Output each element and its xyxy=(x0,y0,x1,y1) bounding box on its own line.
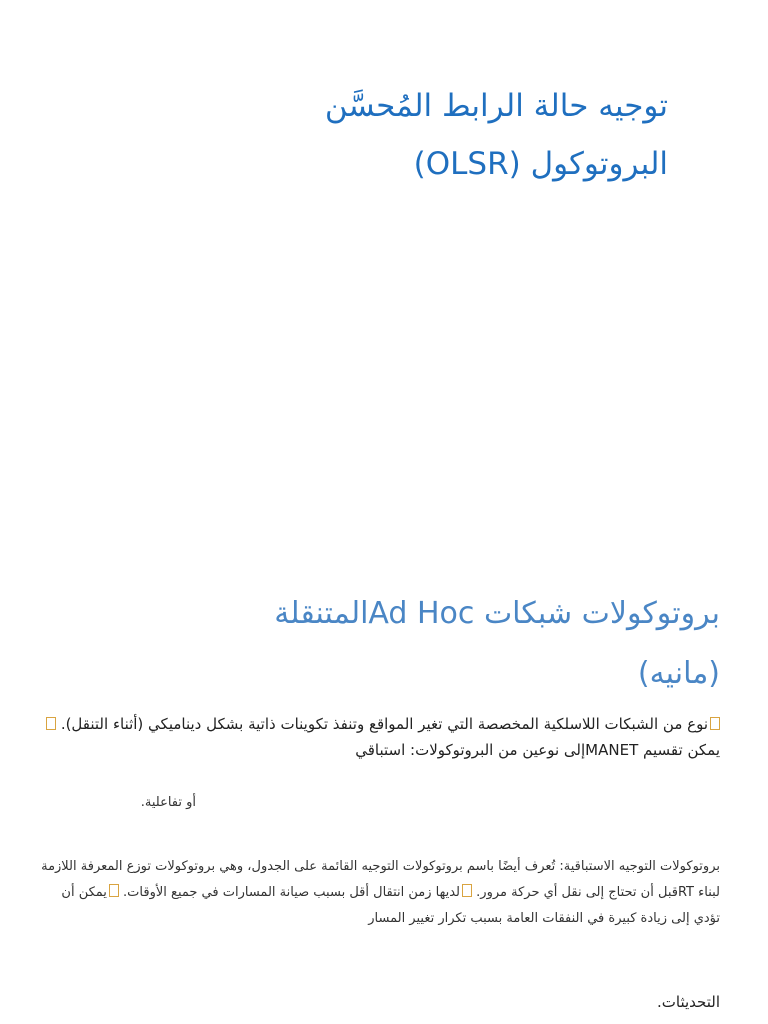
paragraph-manet-definition xyxy=(40,711,720,763)
section-heading-line1: بروتوكولات شبكات Ad Hocالمتنقلة xyxy=(274,596,720,631)
bullet-icon xyxy=(46,717,56,730)
paragraph3-part1: بروتوكولات التوجيه الاستباقية: تُعرف أيضًا باسم بروتوكولات التوجيه القائمة على الجدول، وهي بروتوكولات توزع المعرفة اللازمة لبناء RTقبل أن تحتاج إلى نقل أي حركة مرور. xyxy=(41,859,720,900)
bullet-icon xyxy=(109,884,119,897)
section-heading-line2: (مانيه) xyxy=(637,656,720,691)
document-title-line2: البروتوكول (OLSR) xyxy=(413,146,668,182)
paragraph1-part1: نوع من الشبكات اللاسلكية المخصصة التي تغير المواقع وتنفذ تكوينات ذاتية بشكل ديناميكي (أثناء التنقل). xyxy=(60,715,708,733)
paragraph3-part3: يمكن أن تؤدي إلى زيادة كبيرة في النفقات العامة بسبب تكرار تغيير المسار xyxy=(61,885,720,926)
paragraph-reactive: أو تفاعلية. xyxy=(140,795,196,810)
paragraph1-part2: يمكن تقسيم MANETإلى نوعين من البروتوكولات: استباقي xyxy=(355,741,720,759)
paragraph-proactive-protocols xyxy=(40,854,720,932)
document-title-line1: توجيه حالة الرابط المُحسَّن xyxy=(324,88,668,124)
paragraph3-part2: لديها زمن انتقال أقل بسبب صيانة المسارات في جميع الأوقات. xyxy=(123,885,461,900)
bullet-icon xyxy=(710,717,720,730)
bullet-icon xyxy=(462,884,472,897)
paragraph-updates: التحديثات. xyxy=(657,993,720,1011)
